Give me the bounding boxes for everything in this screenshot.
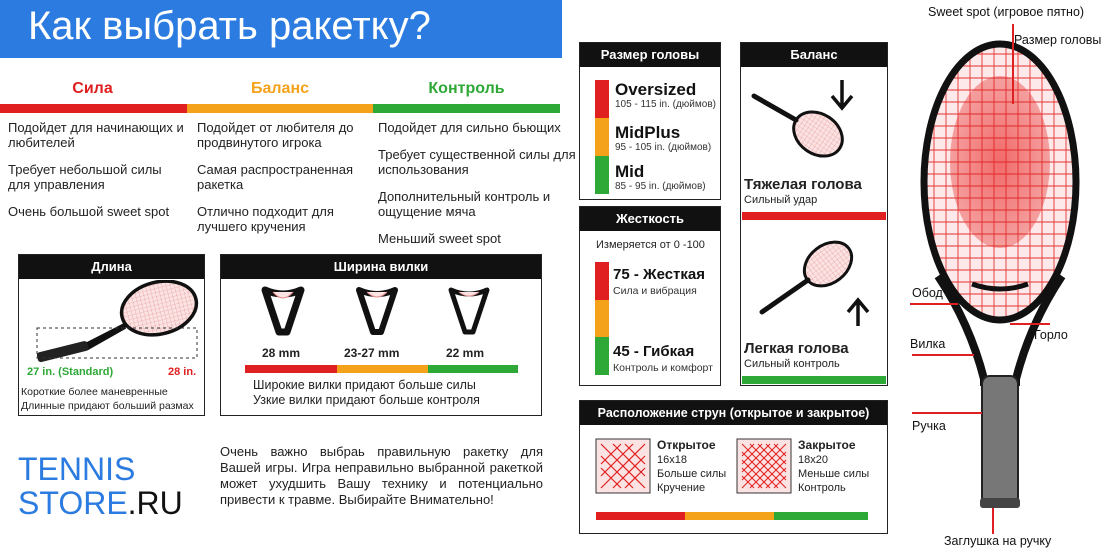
anatomy-butt-cap-label: Заглушка на ручку	[944, 534, 1052, 548]
stiff-red-color	[595, 262, 609, 300]
light-head-bar	[742, 376, 886, 384]
closed-pattern-icon	[736, 438, 792, 494]
head-size-header: Размер головы	[580, 43, 720, 67]
anatomy-throat-label: Горло	[1034, 328, 1068, 342]
throat-header: Ширина вилки	[221, 255, 541, 279]
length-notes	[21, 385, 205, 413]
throat-red-bar	[245, 365, 337, 373]
power-color-bar	[0, 104, 187, 113]
column-head-power: Сила	[72, 80, 113, 97]
balance-column-text	[197, 120, 367, 246]
strings-green-bar	[774, 512, 868, 520]
strings-header: Расположение струн (открытое и закрытое)	[580, 401, 887, 425]
length-note: Короткие более маневренные	[21, 386, 168, 398]
control-item: Дополнительный контроль и ощущение мяча	[378, 189, 551, 219]
fork-pointer-line	[912, 354, 974, 356]
closed-line: Меньше силы	[798, 468, 870, 480]
length-racket-illustration	[19, 280, 204, 366]
oversized-color	[595, 80, 609, 118]
closed-line: 18x20	[798, 454, 828, 466]
mid-color	[595, 156, 609, 194]
stiffness-measure: Измеряется от 0 -100	[596, 239, 705, 251]
anatomy-handle-label: Ручка	[912, 419, 946, 433]
column-head-balance: Баланс	[250, 80, 310, 97]
throat-illustrations	[221, 282, 541, 344]
logo-line-2	[18, 486, 183, 520]
column-head-control: Контроль	[428, 80, 505, 97]
control-item: Требует существенной силы для использования	[378, 147, 576, 177]
heavy-head-sub: Сильный удар	[744, 194, 818, 206]
logo	[18, 452, 183, 520]
length-note: Длинные придают больший размах	[21, 400, 194, 412]
length-header: Длина	[19, 255, 204, 279]
throat-medium-icon	[359, 290, 395, 332]
power-item: Подойдет для начинающих и любителей	[8, 120, 184, 150]
control-column-text	[378, 120, 576, 258]
mid-title: Mid	[615, 162, 645, 181]
power-item: Очень большой sweet spot	[8, 204, 170, 219]
throat-pointer-line	[1010, 323, 1050, 325]
throat-note: Узкие вилки придают больше контроля	[253, 393, 480, 407]
balance-item: Самая распространенная ракетка	[197, 162, 353, 192]
stiffness-header: Жесткость	[580, 207, 720, 231]
balance-item: Подойдет от любителя до продвинутого игрока	[197, 120, 354, 150]
stiff-flex-title: 45 - Гибкая	[613, 343, 695, 360]
strings-orange-bar	[685, 512, 774, 520]
throat-narrow-icon	[451, 290, 487, 332]
length-long-label: 28 in.	[168, 366, 197, 378]
control-item: Подойдет для сильно бьющих	[378, 120, 561, 135]
light-head-sub: Сильный контроль	[744, 358, 840, 370]
heavy-head-illustration	[742, 70, 886, 174]
throat-label-wide: 28 mm	[262, 346, 301, 360]
balance-header: Баланс	[741, 43, 887, 67]
throat-label-medium: 23-27 mm	[344, 346, 400, 360]
light-head-illustration	[742, 230, 886, 334]
advice-text: Очень важно выбраь правильную ракетку для Вашей игры. Игра неправильно выбранной ракеткой может ухудшить Вашу технику и потенциально привести к травме. Выбирайте Внимательно!	[220, 444, 543, 507]
oversized-sub: 105 - 115 in. (дюймов)	[615, 99, 716, 110]
stiff-hard-title: 75 - Жесткая	[613, 266, 706, 283]
sweet-spot-pointer-line	[1012, 24, 1014, 104]
open-lines	[657, 453, 726, 495]
control-item: Меньший sweet spot	[378, 231, 501, 246]
length-standard-label: 27 in. (Standard)	[27, 366, 114, 378]
logo-store: STORE	[18, 485, 128, 521]
power-column-text	[8, 120, 186, 231]
balance-item: Отлично подходит для лучшего кручения	[197, 204, 334, 234]
throat-green-bar	[428, 365, 518, 373]
midplus-title: MidPlus	[615, 123, 681, 142]
throat-note: Широкие вилки придают больше силы	[253, 378, 476, 392]
stiff-green-color	[595, 337, 609, 375]
balance-color-bar	[187, 104, 373, 113]
closed-title: Закрытое	[798, 438, 856, 452]
anatomy-sweet-spot-label: Sweet spot (игровое пятно)	[928, 5, 1085, 19]
rim-pointer-line	[910, 303, 958, 305]
heavy-head-bar	[742, 212, 886, 220]
light-head-title: Легкая голова	[744, 340, 849, 357]
anatomy-rim-label: Обод	[912, 286, 943, 300]
page-title: Как выбрать ракетку?	[28, 4, 431, 48]
power-item: Требует небольшой силы для управления	[8, 162, 162, 192]
handle-pointer-line	[912, 412, 982, 414]
stiff-orange-color	[595, 300, 609, 337]
stiff-flex-sub: Контроль и комфорт	[613, 362, 713, 374]
throat-label-narrow: 22 mm	[446, 346, 485, 360]
control-color-bar	[373, 104, 560, 113]
butt-cap-pointer-line	[992, 508, 994, 534]
throat-wide-icon	[265, 290, 301, 332]
anatomy-head-size-label: Размер головы	[1014, 33, 1102, 47]
midplus-color	[595, 118, 609, 156]
strings-red-bar	[596, 512, 685, 520]
closed-line: Контроль	[798, 482, 846, 494]
throat-notes	[253, 378, 480, 408]
open-line: 16x18	[657, 454, 687, 466]
open-line: Больше силы	[657, 468, 727, 480]
closed-lines	[798, 453, 869, 495]
logo-domain: .RU	[127, 485, 183, 521]
mid-sub: 85 - 95 in. (дюймов)	[615, 181, 706, 192]
open-pattern-icon	[595, 438, 651, 494]
stiff-hard-sub: Сила и вибрация	[613, 285, 697, 297]
oversized-title: Oversized	[615, 80, 697, 99]
open-title: Открытое	[657, 438, 716, 452]
midplus-sub: 95 - 105 in. (дюймов)	[615, 142, 712, 153]
throat-orange-bar	[337, 365, 428, 373]
heavy-head-title: Тяжелая голова	[744, 176, 862, 193]
open-line: Кручение	[657, 482, 706, 494]
racket-anatomy-illustration	[900, 14, 1112, 534]
logo-line-1: TENNIS	[18, 451, 136, 487]
anatomy-fork-label: Вилка	[910, 337, 946, 351]
